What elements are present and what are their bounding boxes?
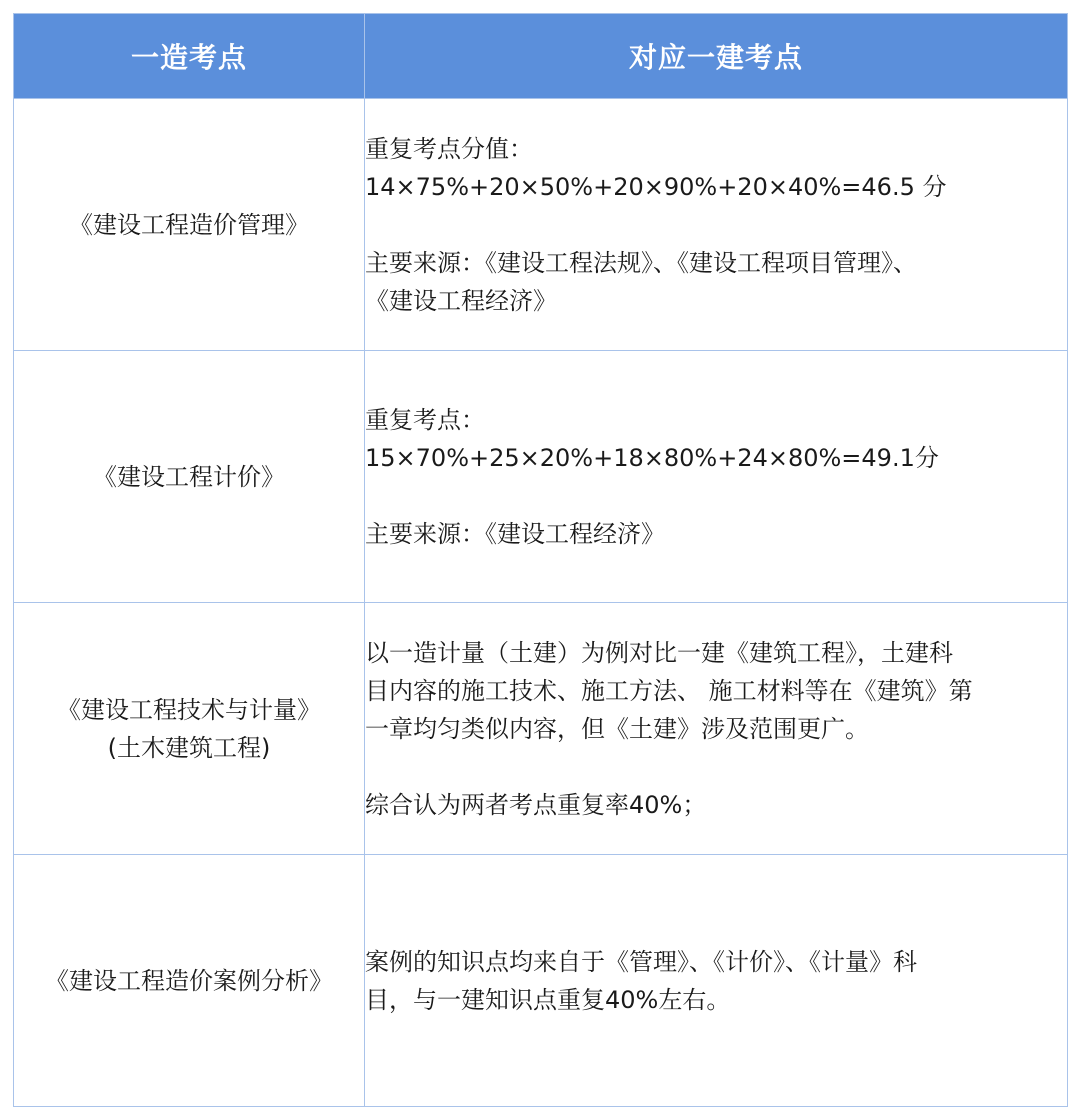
subject-cell [14,351,365,603]
subject-name: 《建设工程技术与计量》 [57,695,321,724]
detail-cell [365,99,1068,351]
detail-source-cont: 《建设工程经济》 [365,286,557,315]
detail-cell [365,603,1068,855]
detail-cell [365,351,1068,603]
subject-subtitle: (土木建筑工程) [107,733,271,762]
detail-source: 主要来源：《建设工程经济》 [365,519,665,548]
detail-text-line: 目内容的施工技术、施工方法、 施工材料等在《建筑》第 [365,676,973,705]
subject-cell [14,99,365,351]
table-row [14,855,1068,1107]
table-row [14,603,1068,855]
detail-conclusion: 综合认为两者考点重复率40%； [365,790,707,819]
detail-text-line: 一章均匀类似内容，但《土建》涉及范围更广。 [365,714,869,743]
header-col-yizao: 一造考点 [14,14,365,99]
table-header-row [14,14,1068,99]
detail-text-line: 以一造计量（土建）为例对比一建《建筑工程》，土建科 [365,638,953,667]
detail-text-line: 目，与一建知识点重复40%左右。 [365,985,731,1014]
subject-name: 《建设工程计价》 [93,462,285,491]
table-row [14,99,1068,351]
subject-cell [14,855,365,1107]
detail-formula: 15×70%+25×20%+18×80%+24×80%=49.1分 [365,443,939,472]
subject-name: 《建设工程造价管理》 [69,210,309,239]
detail-cell [365,855,1068,1107]
table-row [14,351,1068,603]
detail-label: 重复考点分值： [365,134,533,163]
subject-cell [14,603,365,855]
header-col-yijian: 对应一建考点 [365,14,1068,99]
detail-text-line: 案例的知识点均来自于《管理》、《计价》、《计量》科 [365,947,917,976]
detail-formula: 14×75%+20×50%+20×90%+20×40%=46.5 分 [365,172,947,201]
detail-source: 主要来源：《建设工程法规》、《建设工程项目管理》、 [365,248,917,277]
subject-name: 《建设工程造价案例分析》 [45,966,333,995]
comparison-table [13,13,1068,1107]
detail-label: 重复考点： [365,405,485,434]
